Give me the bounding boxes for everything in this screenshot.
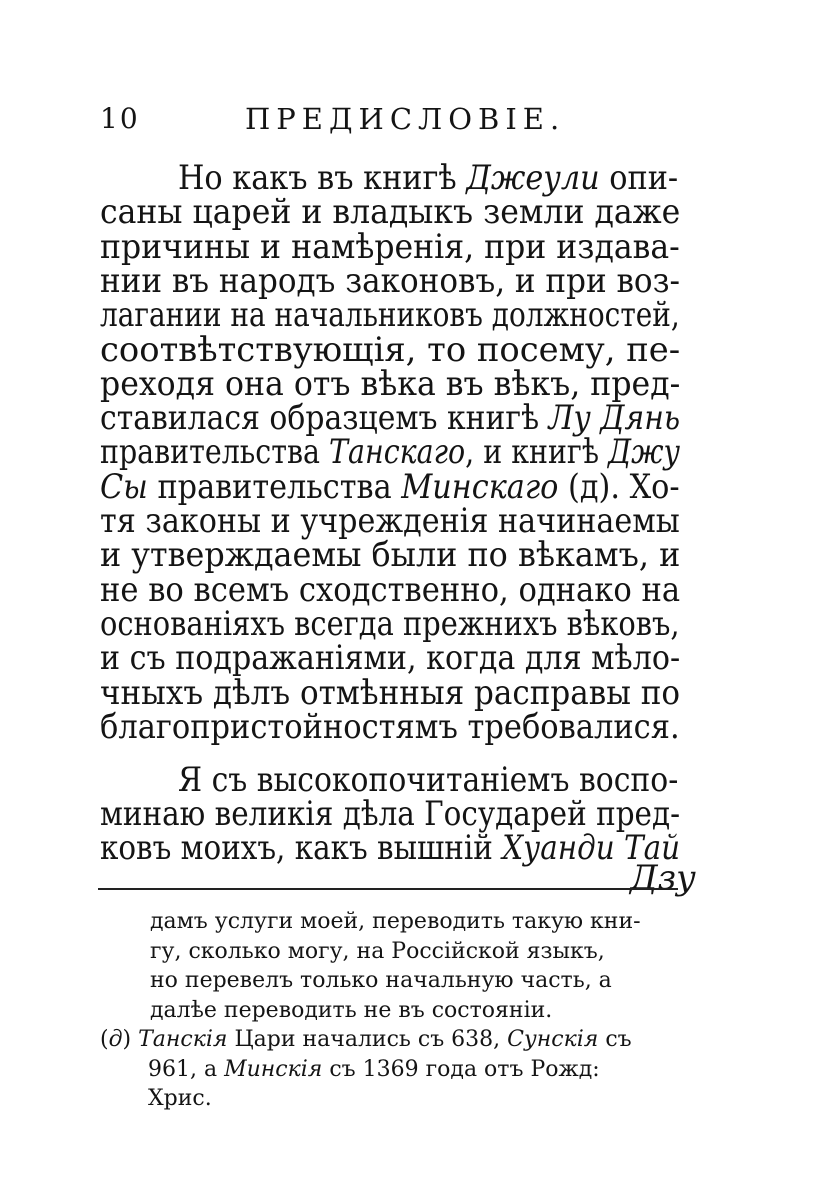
text-run: ставилася образцемъ книгѣ [100, 398, 549, 439]
text-run: ( [100, 1027, 109, 1052]
footnote-divider [98, 888, 678, 890]
italic-run: Сы [100, 466, 148, 507]
text-run: 961, а [148, 1056, 225, 1082]
text-run: Хрис. [148, 1086, 212, 1111]
italic-run: д [108, 1027, 123, 1052]
text-run: съ 1369 года отъ Рожд: [322, 1056, 600, 1082]
text-run: лагании на начальниковъ должностей, [100, 295, 680, 336]
page-header [0, 100, 840, 140]
italic-run: Лу Дянь [548, 398, 681, 439]
text-run: гу, сколько могу, на Россійской языкъ, [150, 938, 605, 964]
text-run: ) [122, 1027, 139, 1052]
running-title: ПРЕДИСЛОВІЕ. [245, 102, 566, 136]
text-run: Но какъ въ книгѣ [178, 158, 467, 198]
text-run: и съ подражаніями, когда для мѣло- [100, 638, 681, 679]
text-run: нии въ народъ законовъ, и при воз- [100, 260, 680, 301]
text-run: тя законы и учрежденія начинаемы [100, 501, 680, 541]
text-run: но перевелъ только начальную часть, а [150, 968, 612, 993]
footnote-line [148, 1056, 600, 1084]
text-run: причины и намѣренія, при издава- [100, 226, 680, 267]
text-run: дамъ услуги моей, переводить такую кни- [150, 909, 641, 934]
text-run: правительства [100, 432, 330, 473]
italic-run: Хуанди Тай [502, 828, 681, 868]
footnote-line [100, 1026, 632, 1054]
text-run: минаю великія дѣла Государей пред- [100, 794, 681, 834]
catchword: Дзу [630, 858, 696, 898]
footnote-line [150, 997, 552, 1025]
italic-run: Сунскія [507, 1027, 599, 1052]
text-run: опи- [599, 158, 679, 198]
text-run: ковъ моихъ, какъ вышній [100, 828, 503, 868]
text-run: Я съ высокопочитаніемъ воспо- [178, 760, 679, 800]
italic-run: Минскія [224, 1056, 323, 1082]
footnote-line [150, 908, 641, 936]
text-run: не во всемъ сходственно, однако на [100, 569, 681, 610]
italic-run: Джу [608, 432, 681, 473]
footnote-line [148, 1085, 212, 1113]
text-run: благопристойностямъ требовалися. [100, 706, 680, 747]
text-run: и утверждаемы были по вѣкамъ, и [100, 535, 681, 576]
text-run: основаніяхъ всегда прежнихъ вѣковъ, [100, 603, 680, 644]
text-run: правительства [147, 466, 402, 507]
text-run: соотвѣтствующія, то посему, пе- [100, 329, 681, 370]
italic-run: Танскаго [329, 432, 466, 473]
text-run: съ [598, 1027, 632, 1052]
italic-run: Минскаго [401, 466, 559, 507]
text-run: саны царей и владыкъ земли даже [100, 192, 681, 233]
italic-run: Танскія [138, 1027, 228, 1052]
footnote-line [150, 967, 612, 995]
text-run: Цари начались съ 638, [227, 1027, 508, 1052]
text-run: (д). Хо- [558, 466, 680, 507]
text-line [100, 828, 680, 868]
footnote-line [150, 938, 605, 966]
text-line [100, 707, 680, 747]
page-number: 10 [100, 102, 140, 135]
italic-run: Джеули [466, 158, 600, 198]
text-run: чныхъ дѣлъ отмѣнныя расправы по [100, 672, 681, 713]
text-run: реходя она отъ вѣка въ вѣкъ, пред- [100, 363, 681, 404]
text-run: , и книгѣ [465, 432, 609, 473]
text-run: далѣе переводить не въ состояніи. [150, 997, 553, 1023]
